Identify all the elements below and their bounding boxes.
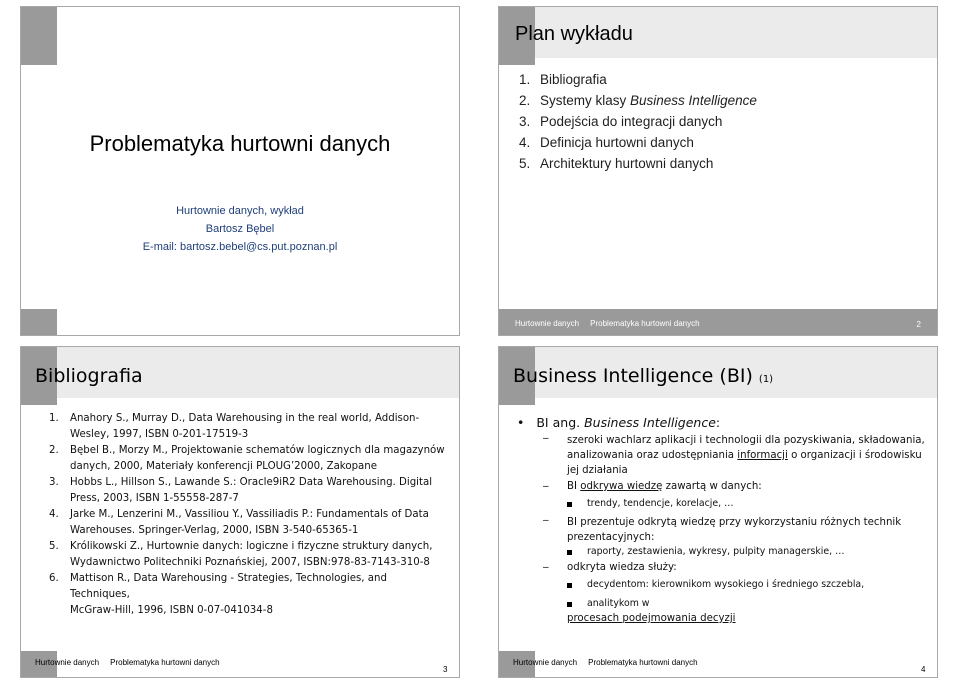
page-number: 2 [916, 320, 921, 329]
bibliography-item: 4. Jarke M., Lenzerini M., Vassiliou Y., Vassiliadis P.: Fundamentals of Data Warehouses. Springer-Verlag, 2000, ISBN 3-540-65365-1 [49, 509, 429, 536]
page-number: 3 [443, 665, 448, 674]
dash-icon: – [543, 481, 549, 492]
slide-4-title: Business Intelligence (BI) (1) [513, 365, 774, 387]
bibliography-item: 5. Królikowski Z., Hurtownie danych: logiczne i fizyczne struktury danych, Wydawnictwo Politechniki Poznańskiej, 2007, ISBN:978-83-7143-310-8 [49, 541, 433, 568]
course-name: Hurtownie danych, wykład [176, 205, 304, 217]
author-name: Bartosz Bębel [205, 223, 275, 235]
plan-item: 3. Podejścia do integracji danych [519, 114, 723, 129]
author-email: E-mail: bartosz.bebel@cs.put.poznan.pl [142, 241, 338, 253]
bibliography-item: 1. Anahory S., Murray D., Data Warehousing in the real world, Addison- Wesley, 1997, ISBN 0-201-17519-3 [49, 413, 420, 440]
corner-block-top-left [21, 7, 57, 65]
footer-text: Hurtownie danych Problematyka hurtowni danych [515, 319, 700, 328]
bullet-square-icon [567, 550, 572, 555]
footer-text: Hurtownie danych Problematyka hurtowni danych [35, 658, 220, 667]
bibliography-item: 6. Mattison R., Data Warehousing - Strategies, Technologies, and Techniques, McGraw-Hill, 1996, ISBN 0-07-041034-8 [49, 573, 387, 616]
dash-icon: – [543, 433, 549, 444]
slide-2 [498, 6, 938, 336]
bullet-square-icon [567, 602, 572, 607]
bi-presents: BI prezentuje odkrytą wiedzę przy wykorzystaniu różnych technik prezentacyjnych: [567, 517, 902, 543]
slide-1-title: Problematyka hurtowni danych [89, 131, 391, 156]
corner-block-bottom-left [21, 309, 57, 336]
plan-item: 2. Systemy klasy Business Intelligence [519, 93, 757, 108]
slide-2-title: Plan wykładu [515, 23, 633, 45]
decision-process-item: procesach podejmowania decyzji [567, 613, 736, 624]
analysts-item: analitykom w [587, 598, 650, 609]
plan-item: 5. Architektury hurtowni danych [519, 156, 714, 171]
footer-text: Hurtownie danych Problematyka hurtowni danych [513, 658, 698, 667]
trends-item: trendy, tendencje, korelacje, … [587, 498, 734, 509]
slide-3-title: Bibliografia [35, 365, 143, 387]
bibliography-item: 2. Bębel B., Morzy M., Projektowanie schematów logicznych dla magazynów danych, 2000, Materiały konferencji PLOUG’2000, Zakopane [49, 445, 445, 472]
bullet-square-icon [567, 502, 572, 507]
bi-discovers: BI odkrywa wiedzę zawartą w danych: [567, 481, 762, 492]
decision-makers-item: decydentom: kierownikom wysokiego i średniego szczebla, [587, 579, 865, 590]
plan-item: 1. Bibliografia [519, 72, 607, 87]
bullet-square-icon [567, 583, 572, 588]
slide-1 [20, 6, 460, 336]
bullet-icon: • [517, 415, 525, 430]
page-number: 4 [921, 665, 926, 674]
dash-icon: – [543, 562, 549, 573]
slide-3 [20, 346, 460, 678]
plan-list [519, 69, 757, 174]
bibliography-item: 3. Hobbs L., Hillson S., Lawande S.: Oracle9iR2 Data Warehousing. Digital Press, 2003, ISBN 1-55558-287-7 [49, 477, 433, 504]
plan-item: 4. Definicja hurtowni danych [519, 135, 694, 150]
knowledge-serves: odkryta wiedza służy: [567, 562, 677, 573]
slide-4 [498, 346, 938, 678]
bibliography-list [49, 411, 449, 619]
reports-item: raporty, zestawienia, wykresy, pulpity managerskie, … [587, 546, 845, 557]
bi-description: szeroki wachlarz aplikacji i technologii dla pozyskiwania, składowania, analizowania oraz udostępniania informacji o organizacji i środowisku jej działania [567, 435, 925, 476]
dash-icon: – [543, 515, 549, 526]
bi-definition: • BI ang. Business Intelligence: [517, 415, 721, 430]
